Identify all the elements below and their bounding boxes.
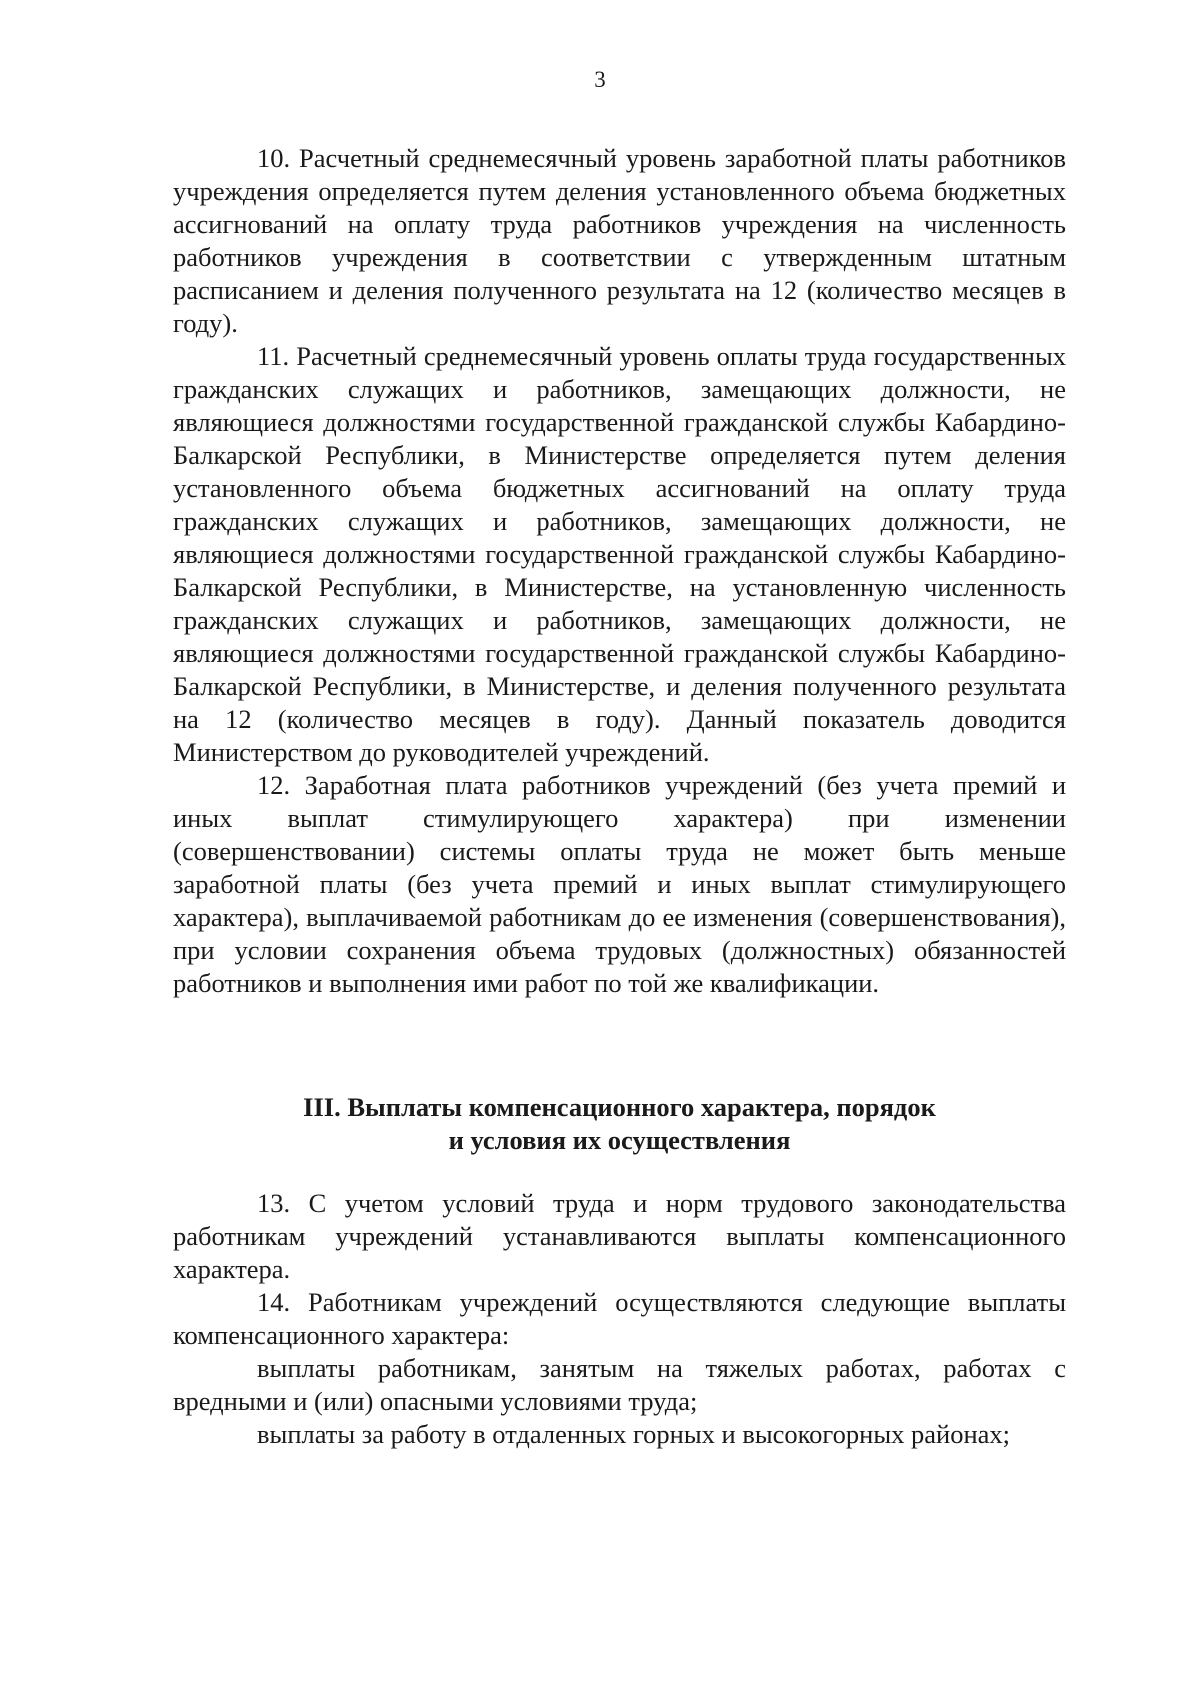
paragraph-12: 12. Заработная плата работников учреждений (без учета премий и иных выплат стимулирующего характера) при изменении (совершенствовании) системы оплаты труда не может быть меньше заработной платы (без учета премий и иных выплат стимулирующего характера), выплачиваемой работникам до ее изменения (совершенствования), при условии сохранения объема трудовых (должностных) обязанностей работников и выполнения ими работ по той же квалификации. [173, 770, 1066, 998]
paragraph-11: 11. Расчетный среднемесячный уровень оплаты труда государственных гражданских служащих и работников, замещающих должности, не являющиеся должностями государственной гражданской службы Кабардино-Балкарской Республики, в Министерстве определяется путем деления установленного объема бюджетных ассигнований на оплату труда гражданских служащих и работников, замещающих должности, не являющиеся должностями государственной гражданской службы Кабардино-Балкарской Республики, в Министерстве, на установленную численность гражданских служащих и работников, замещающих должности, не являющиеся должностями государственной гражданской службы Кабардино-Балкарской Республики, в Министерстве, и деления полученного результата на 12 (количество месяцев в году). Данный показатель доводится Министерством до руководителей учреждений. [173, 341, 1066, 767]
paragraph-13: 13. С учетом условий труда и норм трудового законодательства работникам учреждений устанавливаются выплаты компенсационного характера. [173, 1188, 1066, 1284]
list-item-remote-areas: выплаты за работу в отдаленных горных и высокогорных районах; [257, 1419, 1010, 1449]
page-number: 3 [594, 67, 606, 92]
paragraph-10: 10. Расчетный среднемесячный уровень заработной платы работников учреждения определяется путем деления установленного объема бюджетных ассигнований на оплату труда работников учреждения на численность работников учреждения в соответствии с утвержденным штатным расписанием и деления полученного результата на 12 (количество месяцев в году). [173, 143, 1066, 338]
paragraph-14: 14. Работникам учреждений осуществляются следующие выплаты компенсационного характера: [173, 1287, 1066, 1350]
list-item-heavy-work: выплаты работникам, занятым на тяжелых работах, работах с вредными и (или) опасными условиями труда; [173, 1353, 1066, 1416]
section-heading-line-2: и условия их осуществления [448, 1125, 791, 1155]
text-block-before-section [173, 142, 1066, 1000]
section-heading [173, 1091, 1066, 1157]
section-heading-line-1: III. Выплаты компенсационного характера, порядок [303, 1092, 936, 1122]
text-block-after-section [173, 1187, 1066, 1451]
